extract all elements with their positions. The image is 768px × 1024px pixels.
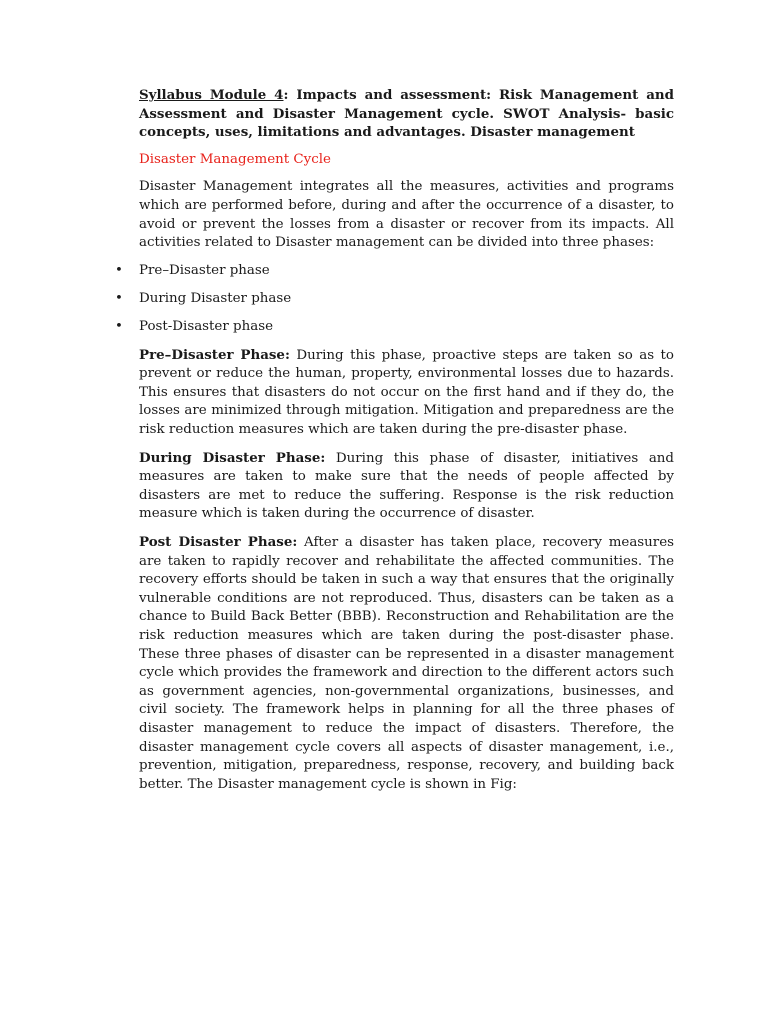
- phase-label: Pre–Disaster phase: [139, 262, 270, 278]
- pre-disaster-title: Pre–Disaster Phase:: [139, 346, 290, 363]
- during-disaster-text: During this phase of disaster, initiatives and measures are taken to make sure that the needs of people affected by disasters are met to reduce the suffering. Response is the risk reduction measure which is taken during the occurrence of disaster.: [139, 450, 674, 522]
- phase-label: During Disaster phase: [139, 290, 292, 306]
- list-item: [115, 262, 674, 281]
- intro-paragraph: Disaster Management integrates all the measures, activities and programs which are performed before, during and after the occurrence of a disaster, to avoid or prevent the losses from a disaster or recover from its impacts. All activities related to Disaster management can be divided into three phases:: [139, 179, 674, 251]
- list-item: [115, 318, 674, 337]
- post-disaster-text: After a disaster has taken place, recovery measures are taken to rapidly recover and rehabilitate the affected communities. The recovery efforts should be taken in such a way that ensures that the originally vulnerable conditions are not reproduced. Thus, disasters can be taken as a chance to Build Back Better (BBB). Reconstruction and Rehabilitation are the risk reduction measures which are taken during the post-disaster phase. These three phases of disaster can be represented in a disaster management cycle which provides the framework and direction to the different actors such as government agencies, non-governmental organizations, businesses, and civil society. The framework helps in planning for all the three phases of disaster management to reduce the impact of disasters. Therefore, the disaster management cycle covers all aspects of disaster management, i.e., prevention, mitigation, preparedness, response, recovery, and building back better. The Disaster management cycle is shown in Fig:: [139, 535, 674, 792]
- bullet-icon: •: [115, 318, 123, 334]
- phase-list: [115, 262, 674, 337]
- bullet-icon: •: [115, 290, 123, 306]
- post-disaster-paragraph: [139, 533, 674, 794]
- post-disaster-title: Post Disaster Phase:: [139, 534, 298, 551]
- pre-disaster-paragraph: [139, 346, 674, 440]
- syllabus-heading: [139, 86, 674, 142]
- module-label: Syllabus Module 4: [139, 87, 284, 103]
- during-disaster-paragraph: [139, 449, 674, 524]
- heading-text: : Impacts and assessment: Risk Management and Assessment and Disaster Management cycle. SWOT Analysis- basic concepts, uses, limitations and advantages. Disaster management: [139, 87, 674, 141]
- bullet-icon: •: [115, 262, 123, 278]
- during-disaster-title: During Disaster Phase:: [139, 449, 326, 466]
- list-item: [115, 290, 674, 309]
- phase-label: Post-Disaster phase: [139, 318, 273, 334]
- document-page: [115, 86, 674, 803]
- pre-disaster-text: During this phase, proactive steps are taken so as to prevent or reduce the human, property, environmental losses due to hazards. This ensures that disasters do not occur on the first hand and if they do, the losses are minimized through mitigation. Mitigation and preparedness are the risk reduction measures which are taken during the pre-disaster phase.: [139, 347, 674, 438]
- section-title: Disaster Management Cycle: [139, 151, 331, 167]
